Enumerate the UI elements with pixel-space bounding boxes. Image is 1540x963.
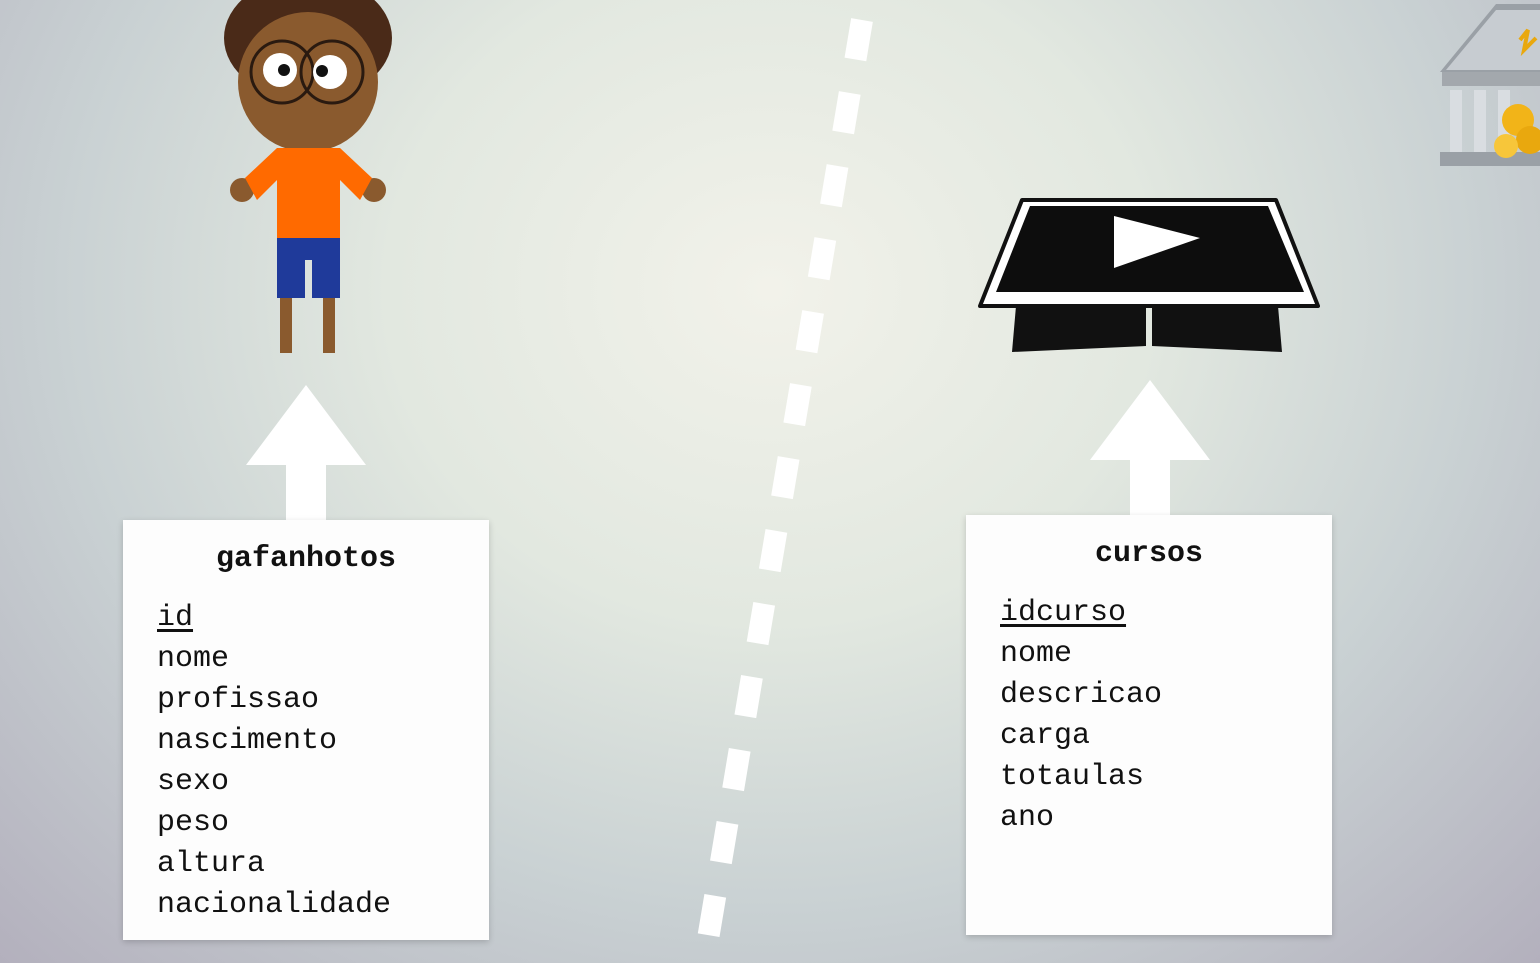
field: nome — [157, 642, 230, 676]
field: sexo — [157, 765, 230, 799]
table-title: gafanhotos — [215, 542, 397, 576]
field: carga — [1000, 719, 1091, 753]
table-gafanhotos — [123, 520, 489, 940]
divider-dashed-line — [690, 0, 890, 963]
field: profissao — [157, 683, 320, 717]
table-title: cursos — [1094, 537, 1204, 571]
field: ano — [1000, 801, 1055, 835]
field-primary-key: id — [157, 601, 194, 635]
arrow-up-icon — [246, 385, 366, 525]
field: peso — [157, 806, 230, 840]
field: nome — [1000, 637, 1073, 671]
bank-icon — [1436, 0, 1540, 170]
field-primary-key: idcurso — [1000, 596, 1127, 630]
video-course-icon — [978, 196, 1320, 356]
field: totaulas — [1000, 760, 1145, 794]
field: nascimento — [157, 724, 338, 758]
table-cursos — [966, 515, 1332, 935]
arrow-up-icon — [1090, 380, 1210, 520]
field: nacionalidade — [157, 888, 392, 922]
field: descricao — [1000, 678, 1163, 712]
field: altura — [157, 847, 266, 881]
student-icon — [222, 0, 394, 360]
